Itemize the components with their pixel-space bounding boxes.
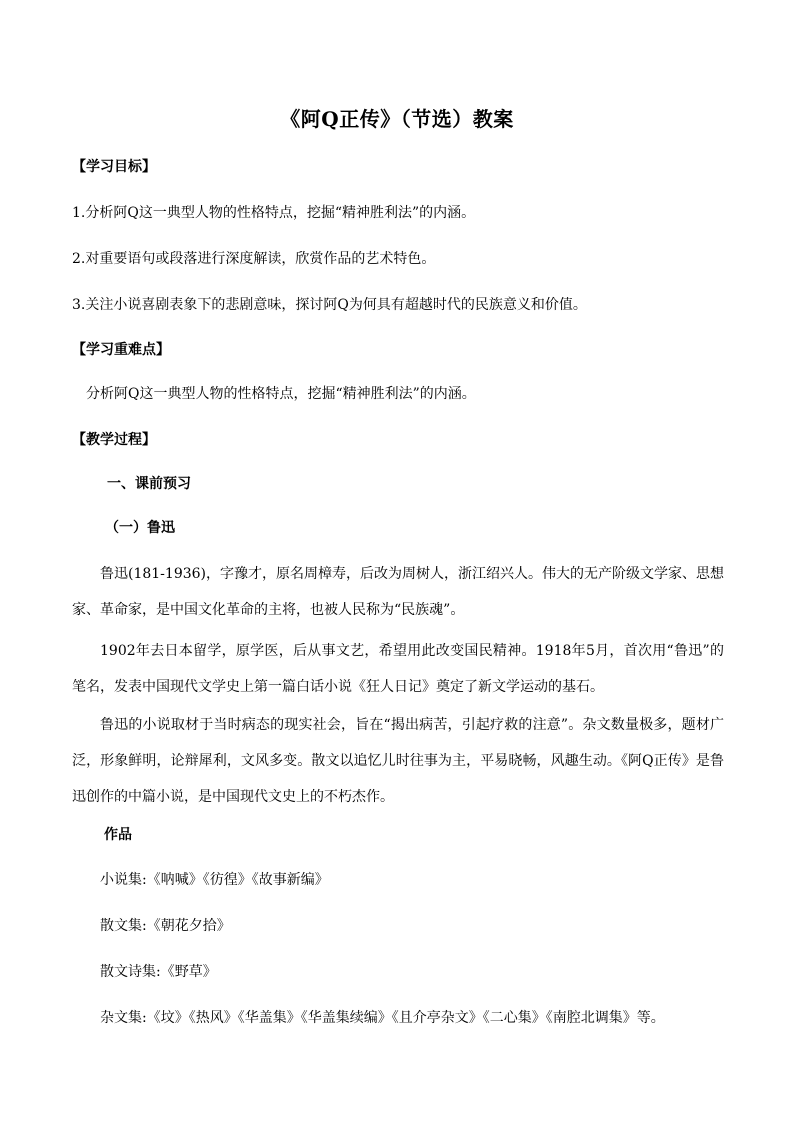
works-heading: 作品: [104, 827, 132, 843]
section-heading-process: 【教学过程】: [72, 432, 156, 448]
document-title: 《阿Q正传》（节选）教案: [280, 107, 514, 131]
paragraph-career: 1902年去日本留学，原学医，后从事文艺，希望用此改变国民精神。1918年5月，首次用“鲁迅”的笔名，发表中国现代文学史上第一篇白话小说《狂人日记》奠定了新文学运动的基石。: [72, 643, 724, 695]
paragraph-style: 鲁迅的小说取材于当时病态的现实社会，旨在“揭出病苦，引起疗救的注意”。杂文数量极多，题材广泛，形象鲜明，论辩犀利，文风多变。散文以追忆儿时往事为主，平易晓畅，风趣生动。《阿Q正传》是鲁迅创作的中篇小说，是中国现代文史上的不朽杰作。: [72, 717, 724, 805]
subheading-lu-xun: （一）鲁迅: [105, 520, 175, 536]
section-heading-key-points: 【学习重难点】: [72, 342, 170, 358]
key-point-text: 分析阿Q这一典型人物的性格特点，挖掘“精神胜利法”的内涵。: [86, 386, 476, 402]
goal-item: 3.关注小说喜剧表象下的悲剧意味，探讨阿Q为何具有超越时代的民族意义和价值。: [72, 297, 587, 313]
goal-item: 1.分析阿Q这一典型人物的性格特点，挖掘“精神胜利法”的内涵。: [72, 205, 476, 221]
subheading-preview: 一、课前预习: [107, 476, 191, 492]
paragraph-biography: 鲁迅(181-1936)，字豫才，原名周樟寿，后改为周树人，浙江绍兴人。伟大的无产阶级文学家、思想家、革命家，是中国文化革命的主将，也被人民称为“民族魂”。: [72, 566, 725, 618]
works-prose-poems: 散文诗集:《野草》: [100, 964, 217, 980]
works-prose: 散文集:《朝花夕拾》: [100, 918, 231, 934]
section-heading-goals: 【学习目标】: [72, 159, 156, 175]
works-essays: 杂文集:《坟》《热风》《华盖集》《华盖集续编》《且介亭杂文》《二心集》《南腔北调集》等。: [100, 1010, 665, 1026]
goal-item: 2.对重要语句或段落进行深度解读，欣赏作品的艺术特色。: [72, 251, 436, 267]
works-novels: 小说集:《呐喊》《彷徨》《故事新编》: [100, 872, 329, 888]
